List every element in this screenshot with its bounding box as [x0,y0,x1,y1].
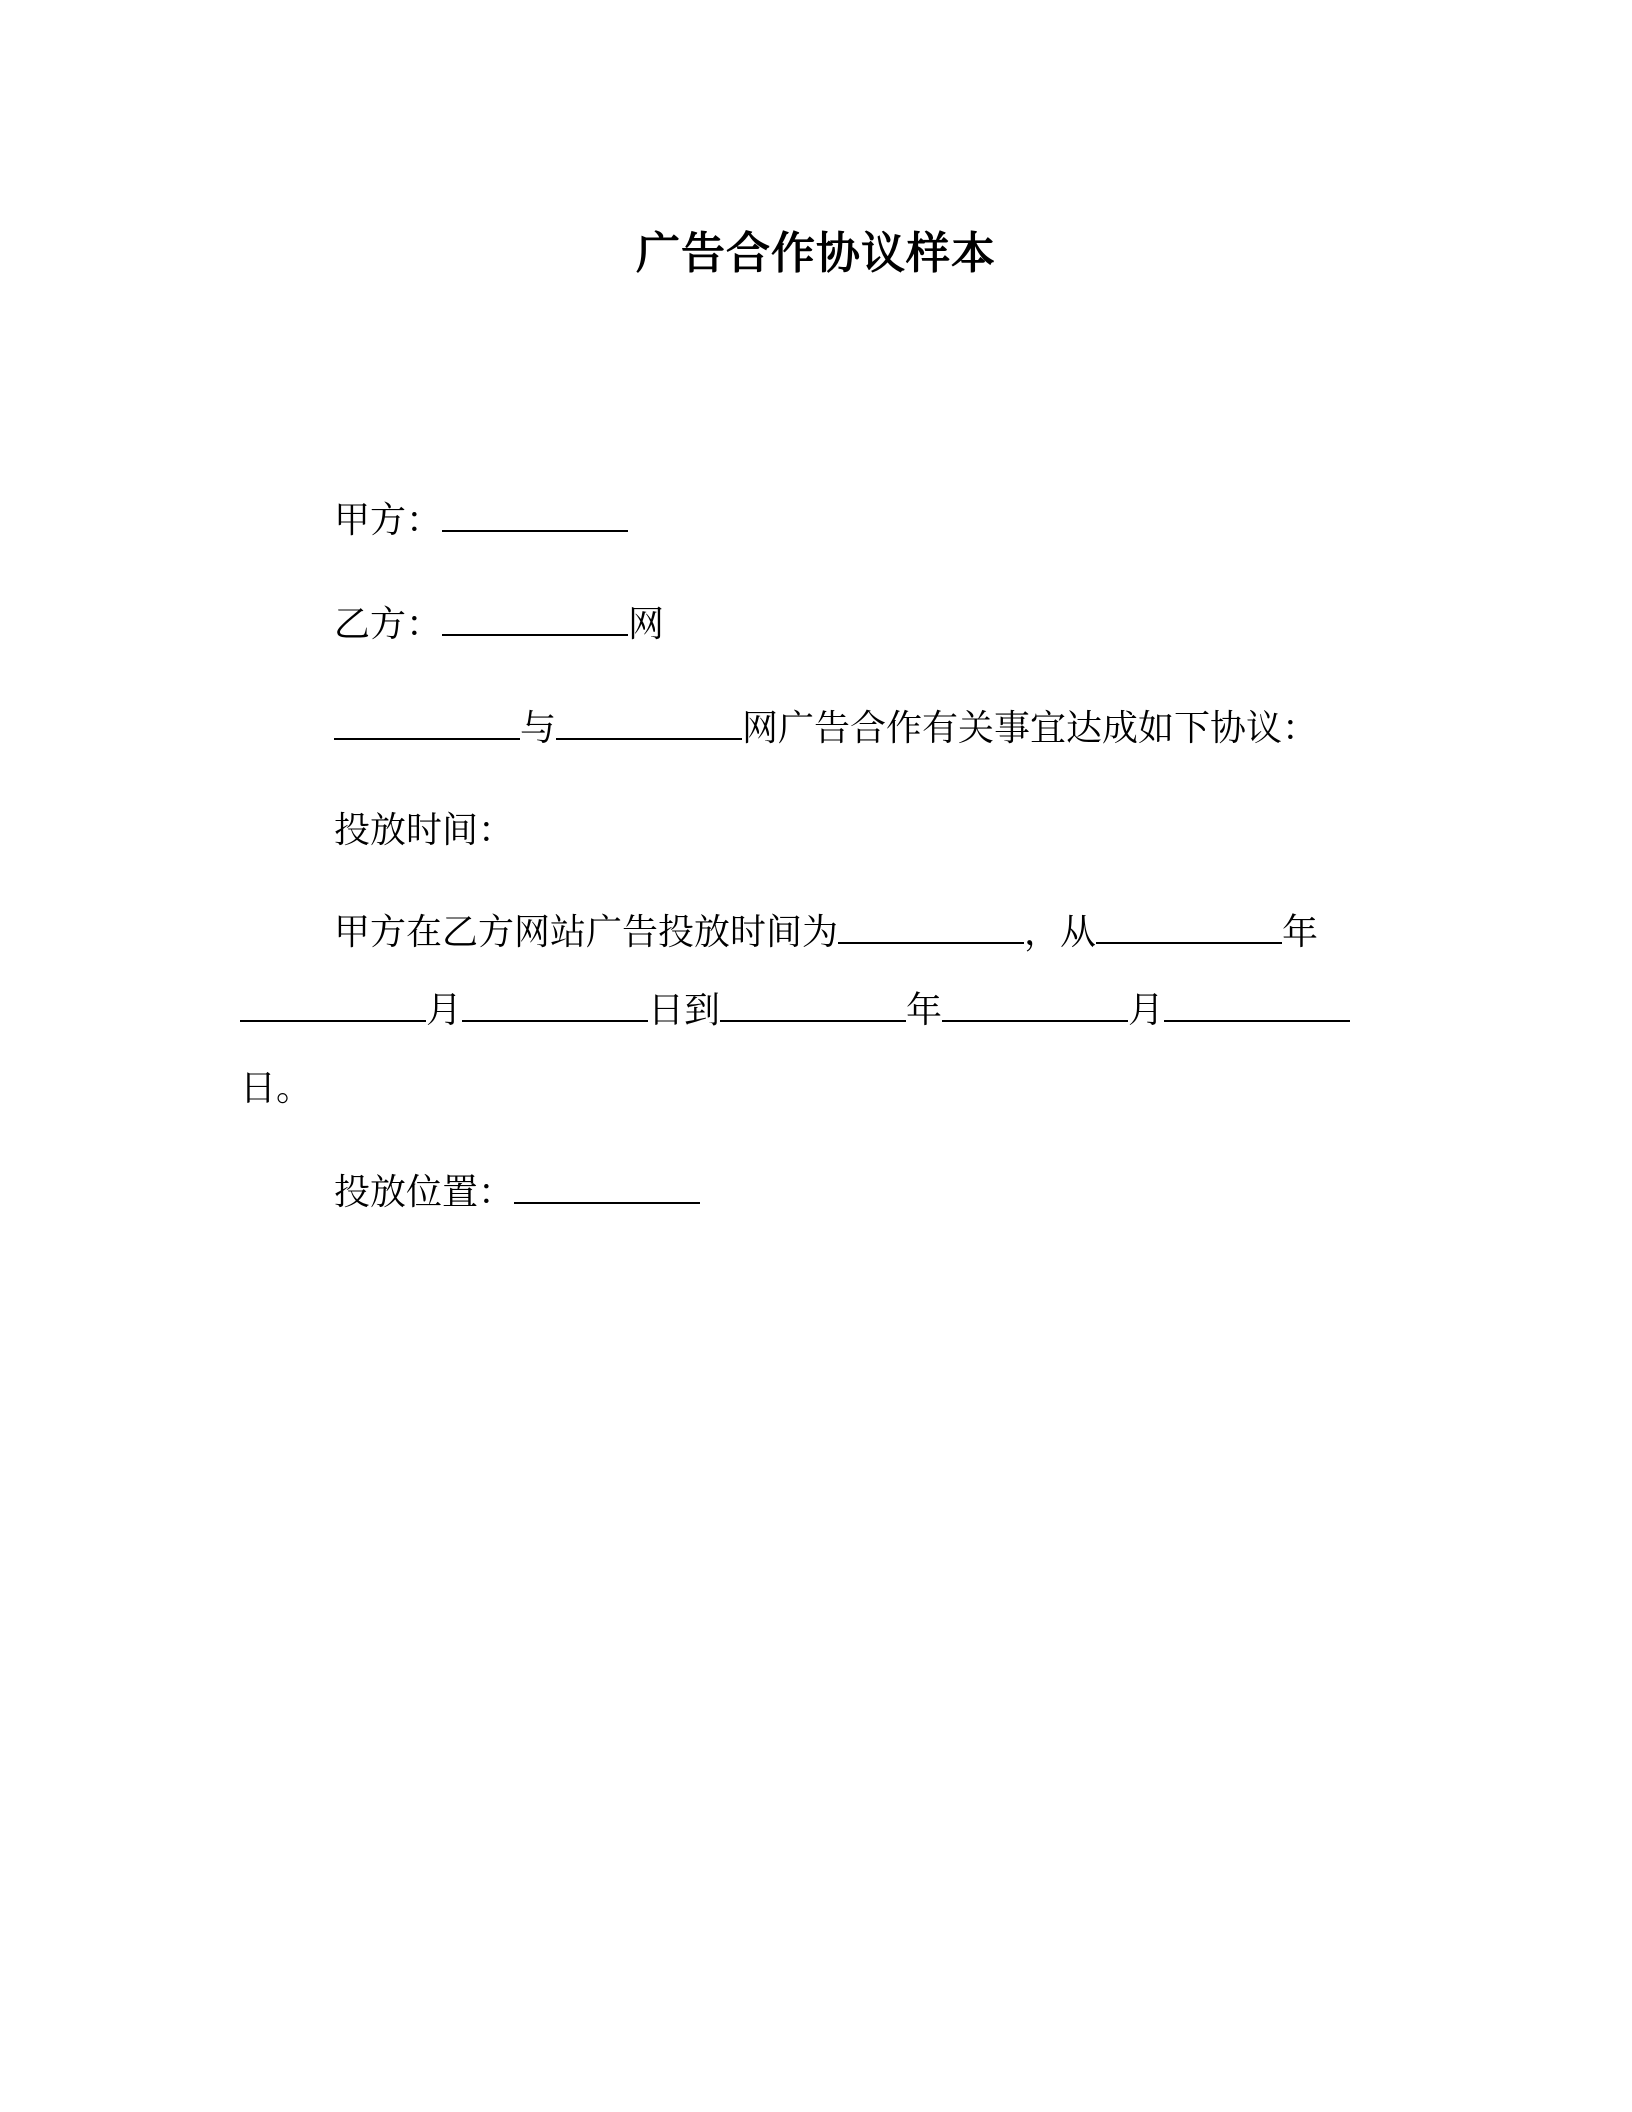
time-text-1: 甲方在乙方网站广告投放时间为 [334,912,839,953]
time-line-2 [240,986,1350,1036]
section-time-heading: 投放时间： [334,810,515,851]
start-year-blank[interactable] [1096,908,1282,944]
position-label: 投放位置： [334,1172,515,1213]
day-to-label: 日到 [648,990,721,1031]
intro-blank-a[interactable] [334,704,520,740]
duration-blank[interactable] [838,908,1024,944]
end-day-blank[interactable] [1164,986,1350,1022]
time-text-2: ，从 [1024,912,1097,953]
intro-line [334,704,1318,754]
party-a-line [334,496,628,546]
month-2-label: 月 [1128,990,1165,1031]
party-b-label: 乙方： [334,604,443,645]
party-a-label: 甲方： [334,500,443,541]
day-end-label: 日。 [240,1068,313,1109]
time-line-3 [240,1064,312,1114]
intro-tail: 网广告合作有关事宜达成如下协议： [742,708,1319,749]
intro-blank-b[interactable] [556,704,742,740]
party-a-blank[interactable] [442,496,628,532]
time-line-1 [334,908,1318,958]
intro-mid: 与 [520,708,557,749]
month-1-label: 月 [426,990,463,1031]
year-2-label: 年 [906,990,943,1031]
end-year-blank[interactable] [720,986,906,1022]
position-blank[interactable] [514,1168,700,1204]
start-month-blank[interactable] [240,986,426,1022]
year-1-label: 年 [1282,912,1319,953]
party-b-suffix: 网 [628,604,665,645]
end-month-blank[interactable] [942,986,1128,1022]
party-b-line [334,600,664,650]
start-day-blank[interactable] [462,986,648,1022]
document-title: 广告合作协议样本 [636,228,996,279]
party-b-blank[interactable] [442,600,628,636]
position-line [334,1168,700,1218]
